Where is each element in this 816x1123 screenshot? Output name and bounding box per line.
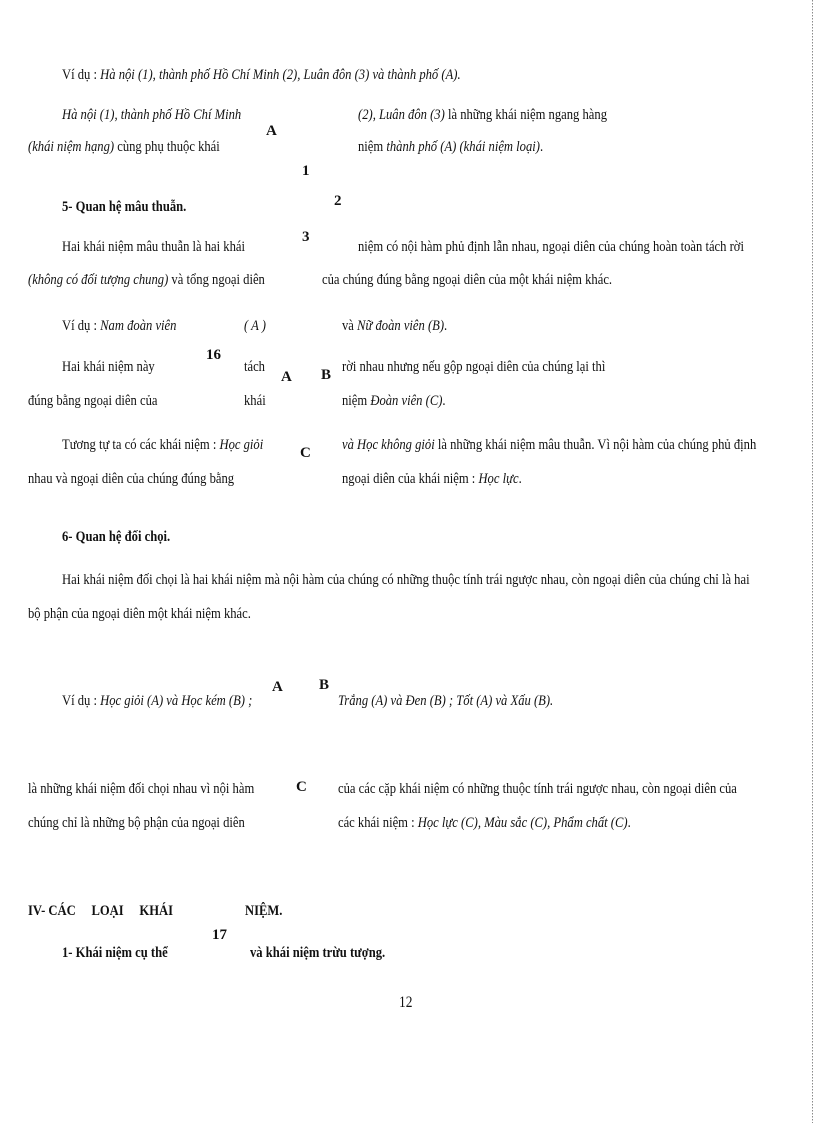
diagram-number: 3 (302, 229, 310, 245)
text-line: nhau và ngoại diên của chúng đúng bằng (28, 471, 235, 487)
text-line: Hai khái niệm đối chọi là hai khái niệm mà nội hàm của chúng có những thuộc tính trái ngược nhau, còn ngoại diên của chúng chỉ là hai (62, 572, 750, 588)
diagram-label: B (319, 677, 330, 693)
text-line: niệm Đoàn viên (C). (342, 393, 446, 409)
text-line: là những khái niệm đối chọi nhau vì nội hàm (28, 781, 255, 797)
text-line: rời nhau nhưng nếu gộp ngoại diên của chúng lại thì (342, 359, 606, 375)
diagram-number: 2 (334, 193, 342, 209)
text-line: Ví dụ : Hà nội (1), thành phố Hồ Chí Minh (2), Luân đôn (3) và thành phố (A). (62, 67, 461, 83)
section-heading: NIỆM. (245, 903, 283, 919)
text-line: Hà nội (1), thành phố Hồ Chí Minh (62, 107, 242, 123)
text-line: ( A ) (244, 318, 266, 334)
page-number: 12 (399, 994, 413, 1011)
section-heading: 5- Quan hệ mâu thuẫn. (62, 199, 187, 215)
subsection-heading: và khái niệm trừu tượng. (250, 945, 386, 961)
section-heading: IV- CÁC LOẠI KHÁI (28, 903, 174, 919)
text-line: Ví dụ : Nam đoàn viên (62, 318, 177, 334)
text-line: các khái niệm : Học lực (C), Màu sắc (C), Phẩm chất (C). (338, 815, 631, 831)
text-line: (khái niệm hạng) cùng phụ thuộc khái (28, 139, 220, 155)
text-line: (2), Luân đôn (3) là những khái niệm ngang hàng (358, 107, 607, 123)
text-line: của chúng đúng bằng ngoại diên của một khái niệm khác. (322, 272, 613, 288)
text-line: bộ phận của ngoại diên một khái niệm khác. (28, 606, 251, 622)
text-line: và Nữ đoàn viên (B). (342, 318, 448, 334)
diagram-label: B (321, 367, 332, 383)
diagram-label: A (281, 369, 292, 385)
text-line: của các cặp khái niệm có những thuộc tính trái ngược nhau, còn ngoại diên của (338, 781, 737, 797)
text-line: Hai khái niệm này (62, 359, 155, 375)
diagram-label: A (266, 123, 277, 139)
diagram-number: 1 (302, 163, 310, 179)
text-line: Ví dụ : Học giỏi (A) và Học kém (B) ; (62, 693, 253, 709)
text-line: Hai khái niệm mâu thuẫn là hai khái (62, 239, 246, 255)
diagram-label: C (300, 445, 311, 461)
diagram-label: A (272, 679, 283, 695)
text-line: chúng chỉ là những bộ phận của ngoại diên (28, 815, 245, 831)
text-line: Tương tự ta có các khái niệm : Học giỏi (62, 437, 264, 453)
right-edge-dotted-border (812, 0, 813, 1123)
section-heading: 6- Quan hệ đối chọi. (62, 529, 171, 545)
subsection-heading: 1- Khái niệm cụ thể (62, 945, 168, 961)
text-line: khái (244, 393, 266, 409)
text-line: niệm có nội hàm phủ định lẫn nhau, ngoại diên của chúng hoàn toàn tách rời (358, 239, 744, 255)
text-line: niệm thành phố (A) (khái niệm loại). (358, 139, 544, 155)
diagram-number: 17 (212, 927, 227, 943)
diagram-label: C (296, 779, 307, 795)
diagram-number: 16 (206, 347, 221, 363)
text-line: và Học không giỏi là những khái niệm mâu thuẫn. Vì nội hàm của chúng phủ định (342, 437, 757, 453)
text-line: ngoại diên của khái niệm : Học lực. (342, 471, 522, 487)
text-line: (không có đối tượng chung) và tổng ngoại diên (28, 272, 265, 288)
text-line: tách (244, 359, 265, 375)
text-line: Trắng (A) và Đen (B) ; Tốt (A) và Xấu (B). (338, 693, 554, 709)
text-line: đúng bằng ngoại diên của (28, 393, 158, 409)
